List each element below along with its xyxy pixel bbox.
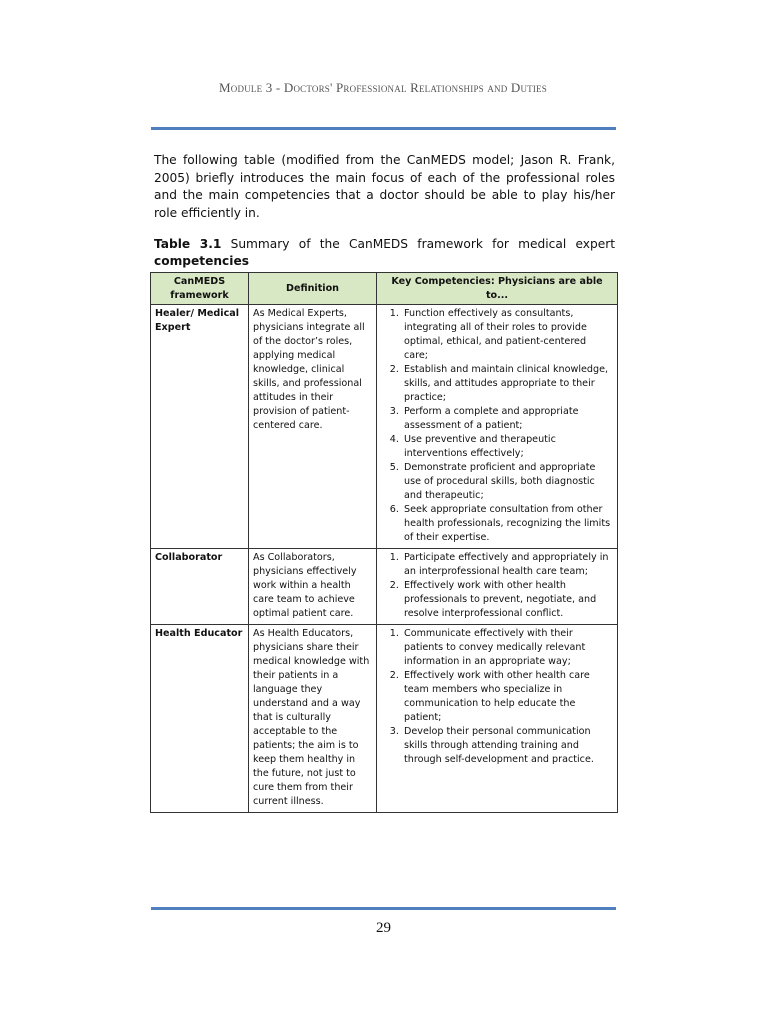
table-row — [151, 305, 618, 549]
page-number: 29 — [376, 920, 391, 936]
competencies-cell — [377, 625, 618, 813]
header-divider — [151, 127, 616, 130]
role-cell: Healer/ Medical Expert — [151, 305, 249, 549]
table-caption — [154, 236, 615, 270]
role-cell: Health Educator — [151, 625, 249, 813]
competency-item: 3. Perform a complete and appropriate assessment of a patient; — [402, 405, 613, 433]
intro-paragraph: The following table (modified from the CanMEDS model; Jason R. Frank, 2005) briefly introduces the main focus of each of the professional roles and the main competencies that a doctor should be able to play his/her role efficiently in. — [154, 153, 615, 220]
competency-item: 3. Develop their personal communication skills through attending training and through self-development and practice. — [402, 725, 613, 767]
competency-list — [381, 307, 613, 545]
competency-list — [381, 551, 613, 621]
table-header-row — [151, 273, 618, 305]
competency-item: 1. Participate effectively and appropriately in an interprofessional health care team; — [402, 551, 613, 579]
column-header-competencies: Key Competencies: Physicians are able to... — [377, 273, 618, 305]
competency-item: 4. Use preventive and therapeutic interventions effectively; — [402, 433, 613, 461]
competencies-cell — [377, 549, 618, 625]
competencies-cell — [377, 305, 618, 549]
competency-item: 2. Effectively work with other health professionals to prevent, negotiate, and resolve interprofessional conflict. — [402, 579, 613, 621]
competency-list — [381, 627, 613, 767]
canmeds-table — [150, 272, 618, 813]
table-row — [151, 625, 618, 813]
competency-item: 6. Seek appropriate consultation from other health professionals, recognizing the limits of their expertise. — [402, 503, 613, 545]
role-cell: Collaborator — [151, 549, 249, 625]
table-caption-text: Summary of the CanMEDS framework for medical expert — [221, 237, 615, 251]
definition-cell: As Medical Experts, physicians integrate all of the doctor’s roles, applying medical knowledge, clinical skills, and professional attitudes in their provision of patient-centered care. — [249, 305, 377, 549]
running-header: Module 3 - Doctors' Professional Relationships and Duties — [219, 80, 547, 95]
footer-divider — [151, 907, 616, 910]
competency-item: 2. Establish and maintain clinical knowledge, skills, and attitudes appropriate to their practice; — [402, 363, 613, 405]
column-header-framework: CanMEDS framework — [151, 273, 249, 305]
definition-cell: As Collaborators, physicians effectively work within a health care team to achieve optimal patient care. — [249, 549, 377, 625]
table-row — [151, 549, 618, 625]
competency-item: 2. Effectively work with other health care team members who specialize in communication to help educate the patient; — [402, 669, 613, 725]
table-caption-tail: competencies — [154, 254, 249, 268]
competency-item: 1. Function effectively as consultants, integrating all of their roles to provide optimal, ethical, and patient-centered care; — [402, 307, 613, 363]
definition-cell: As Health Educators, physicians share their medical knowledge with their patients in a language they understand and a way that is culturally acceptable to the patients; the aim is to keep them healthy in the future, not just to cure them from their current illness. — [249, 625, 377, 813]
competency-item: 5. Demonstrate proficient and appropriate use of procedural skills, both diagnostic and therapeutic; — [402, 461, 613, 503]
competency-item: 1. Communicate effectively with their patients to convey medically relevant information in an appropriate way; — [402, 627, 613, 669]
column-header-definition: Definition — [249, 273, 377, 305]
table-caption-label: Table 3.1 — [154, 237, 222, 251]
